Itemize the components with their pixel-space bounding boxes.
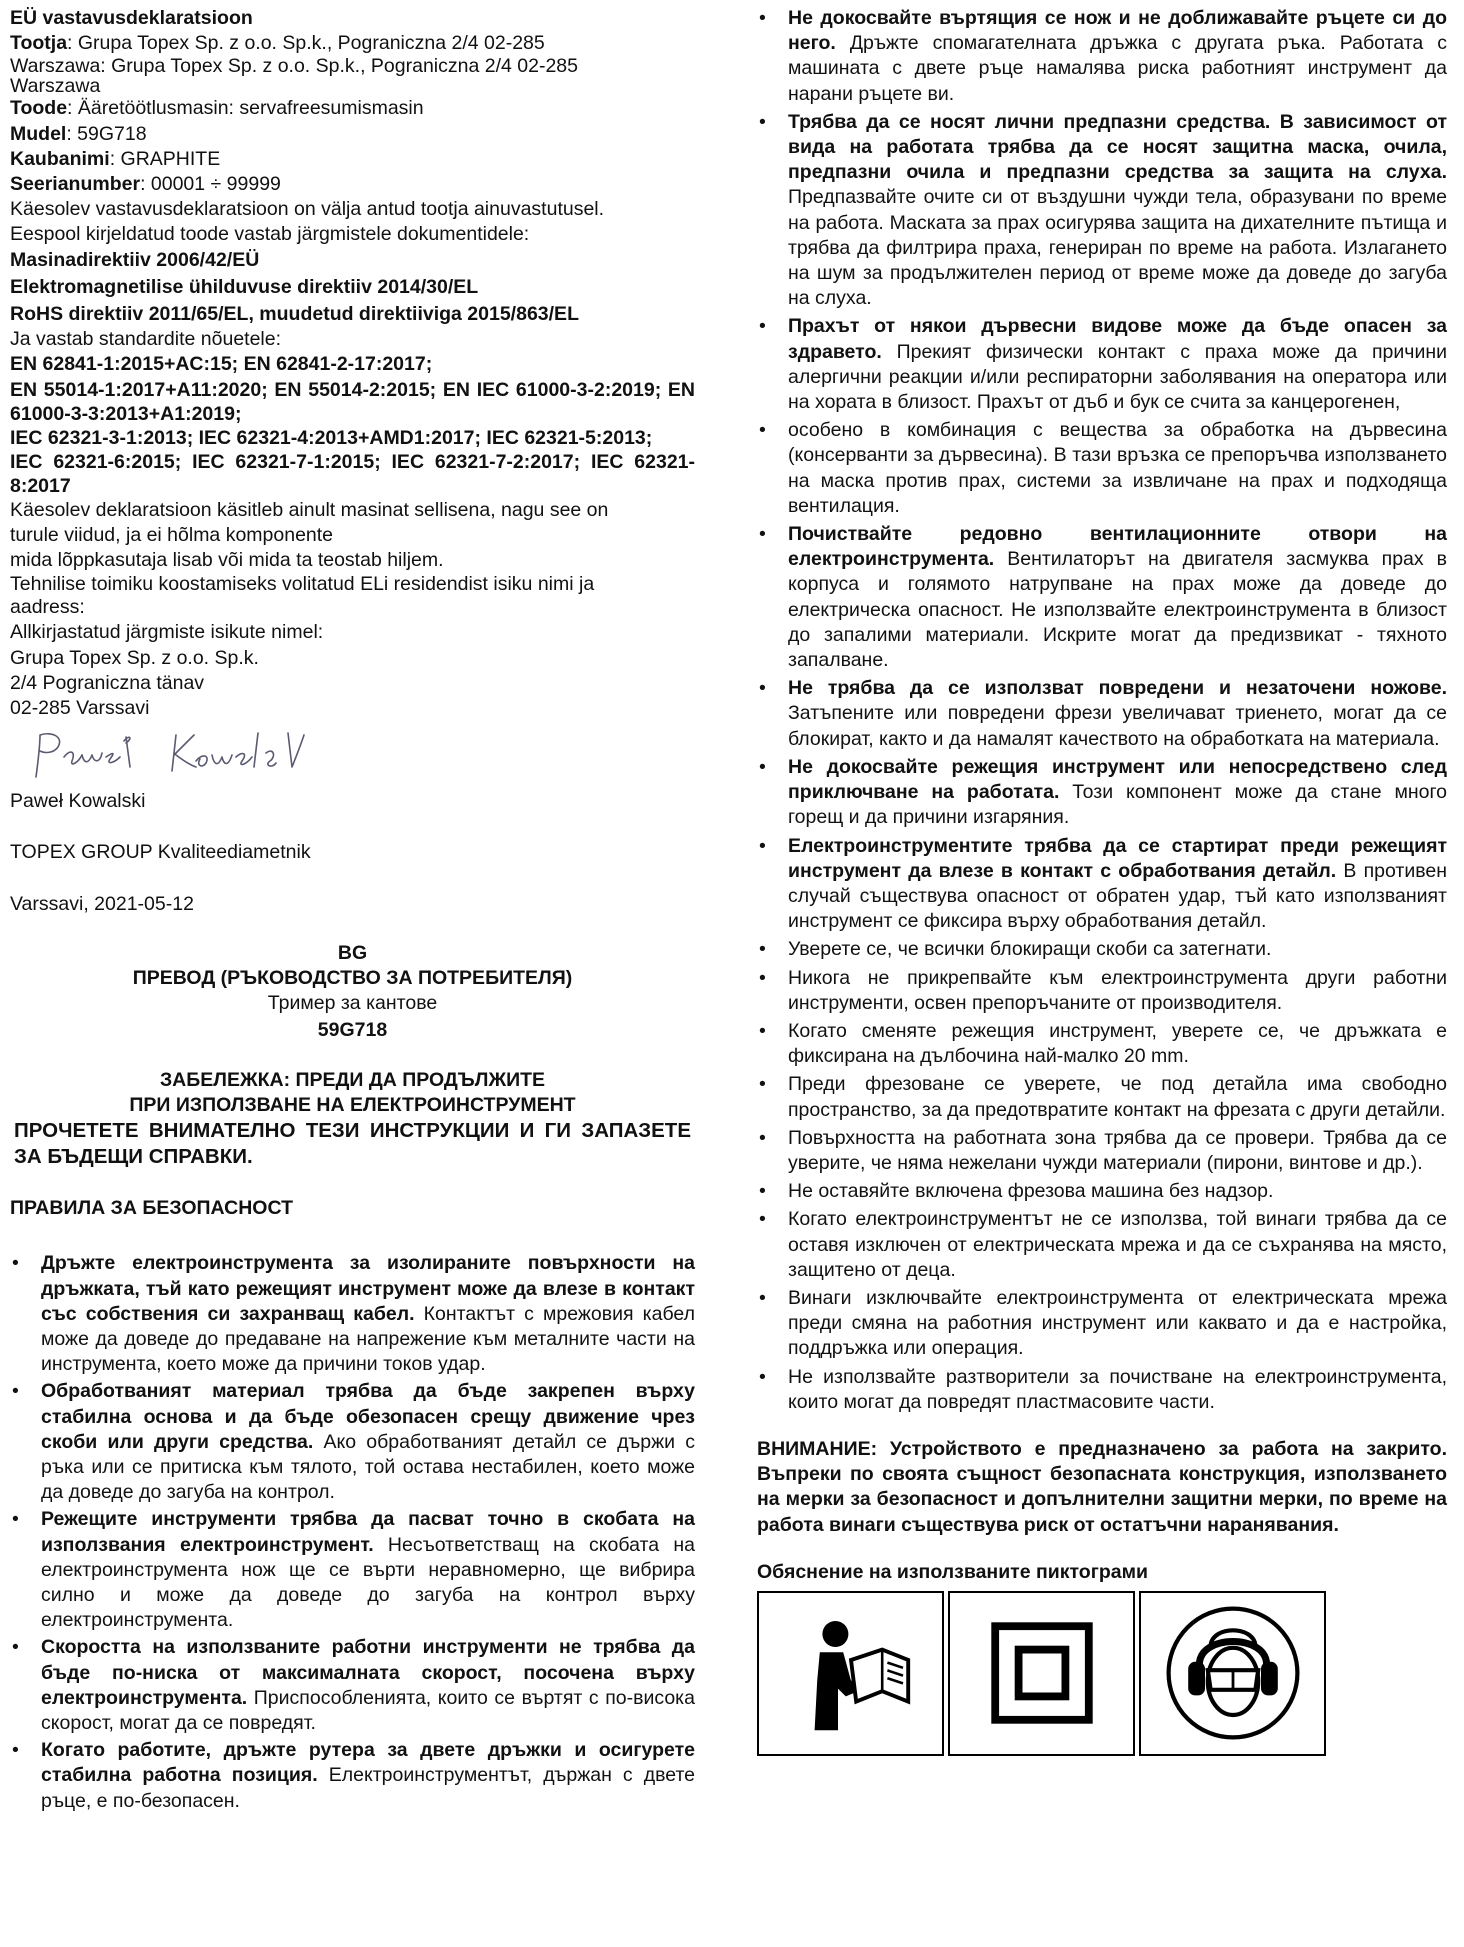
- manufacturer-line-3: Warszawa: [10, 75, 101, 98]
- scope-line-2: turule viidud, ja ei hõlma komponente: [10, 523, 334, 546]
- manufacturer-line: Tootja: Grupa Topex Sp. z o.o. Sp.k., Pograniczna 2/4 02-285: [10, 32, 545, 55]
- list-item: • Не трябва да се използват повредени и незаточени ножове. Затъпените или повредени фрези увеличават триенето, могат да се блокират, както и да намалят качеството на обработката на материала.: [757, 676, 1447, 752]
- list-item: • Скоростта на използваните работни инструменти не трябва да бъде по-ниска от максималната скорост, посочена върху електроинструмента. Приспособленията, които се въртят с по-висока скорост, могат да се повредят.: [10, 1635, 695, 1736]
- ear-eye-protection-icon: [1163, 1603, 1303, 1743]
- left-safety-list: [10, 1251, 695, 1813]
- declaration-title: EÜ vastavusdeklaratsioon: [10, 7, 253, 29]
- list-item: • Никога не прикрепвайте към електроинструмента други работни инструменти, освен препоръчаните от производителя.: [757, 966, 1447, 1016]
- list-item: • Не докосвайте режещия инструмент или непосредствено след приключване на работата. Този компонент може да стане много горещ и да причини изгаряния.: [757, 755, 1447, 831]
- note-line-3: ПРОЧЕТЕТЕ ВНИМАТЕЛНО ТЕЗИ ИНСТРУКЦИИ И ГИ ЗАПАЗЕТЕ ЗА БЪДЕЩИ СПРАВКИ.: [14, 1119, 691, 1169]
- list-item: • особено в комбинация с вещества за обработка на дървесина (консерванти за дървесина). В тази връзка се препоръчва използването на маска против прах, системи за извличане на прах и подходяща вентилация.: [757, 418, 1447, 519]
- signer-title: TOPEX GROUP Kvaliteediametnik: [10, 841, 311, 864]
- signature: [10, 721, 695, 789]
- list-item: • Не използвайте разтворители за почистване на електроинструмента, които могат да повредят пластмасовите части.: [757, 1365, 1447, 1415]
- standards-line-2: EN 55014-1:2017+A11:2020; EN 55014-2:2015; EN IEC 61000-3-2:2019; EN 61000-3-3:2013+A1:2019;: [10, 378, 695, 425]
- class-ii-insulation-icon: [977, 1608, 1107, 1738]
- pictogram-class-ii: [948, 1591, 1135, 1756]
- list-item: • Когато работите, дръжте рутера за двете дръжки и осигурете стабилна работна позиция. Електроинструментът, държан с двете ръце, е по-безопасен.: [10, 1738, 695, 1814]
- date-place: Varssavi, 2021-05-12: [10, 892, 194, 915]
- serial-line: Seerianumber: 00001 ÷ 99999: [10, 173, 281, 196]
- right-column: [757, 6, 1447, 1756]
- read-manual-icon: [786, 1608, 916, 1738]
- scope-line-1: Käesolev deklaratsioon käsitleb ainult masinat sellisena, nagu see on: [10, 498, 609, 521]
- product-model: 59G718: [317, 1019, 388, 1042]
- responsibility-text: Käesolev vastavusdeklaratsioon on välja antud tootja ainuvastutusel.: [10, 198, 605, 221]
- list-item: • Уверете се, че всички блокиращи скоби са затегнати.: [757, 937, 1447, 962]
- authorized-person-line-2: aadress:: [10, 596, 85, 619]
- city-address: 02-285 Varssavi: [10, 697, 150, 720]
- list-item: • Винаги изключвайте електроинструмента от електрическата мрежа преди смяна на работния инструмент или каквато и да е настройка, поддръжка или операция.: [757, 1286, 1447, 1362]
- handwritten-signature-icon: [26, 727, 366, 787]
- list-item: • Дръжте електроинструмента за изолираните повърхности на дръжката, тъй като режещият инструмент може да влезе в контакт със собствения си захранващ кабел. Контактът с мрежовия кабел може да доведе до предаване на напрежение към металните части на инструмента, което може да причини токов удар.: [10, 1251, 695, 1377]
- pictograms-heading: Обяснение на използваните пиктограми: [757, 1560, 1149, 1583]
- standards-line-1: EN 62841-1:2015+AC:15; EN 62841-2-17:2017;: [10, 353, 433, 376]
- signer-name: Paweł Kowalski: [10, 790, 146, 813]
- list-item: • Повърхността на работната зона трябва да се провери. Трябва да се уверите, че няма нежелани чужди материали (пирони, винтове и др.).: [757, 1126, 1447, 1176]
- rohs-directive: RoHS direktiiv 2011/65/EL, muudetud direktiiviga 2015/863/EL: [10, 303, 579, 326]
- trade-name-line: Kaubanimi: GRAPHITE: [10, 147, 221, 170]
- standards-line-3: IEC 62321-3-1:2013; IEC 62321-4:2013+AMD1:2017; IEC 62321-5:2013;: [10, 426, 653, 449]
- safety-heading: ПРАВИЛА ЗА БЕЗОПАСНОСТ: [10, 1197, 293, 1220]
- pictogram-ear-eye-protection: [1139, 1591, 1326, 1756]
- list-item: • Почиствайте редовно вентилационните отвори на електроинструмента. Вентилаторът на двигателя засмуква прах в корпуса и голямото натрупване на прах може да доведе до електрическа опасност. Не използвайте електроинструмента в близост до запалими материали. Искрите могат да предизвикат - тяхното запалване.: [757, 522, 1447, 673]
- pictogram-read-manual: [757, 1591, 944, 1756]
- standards-intro: Ja vastab standardite nõuetele:: [10, 328, 282, 351]
- signed-by-text: Allkirjastatud järgmiste isikute nimel:: [10, 621, 324, 644]
- product-line: Toode: Ääretöötlusmasin: servafreesumismasin: [10, 97, 424, 120]
- manufacturer-line-2: Warszawa: Grupa Topex Sp. z o.o. Sp.k., Pograniczna 2/4 02-285: [10, 55, 578, 78]
- company-name: Grupa Topex Sp. z o.o. Sp.k.: [10, 646, 259, 669]
- list-item: • Не докосвайте въртящия се нож и не доближавайте ръцете си до него. Дръжте спомагателната дръжка с другата ръка. Работата с машината с двете ръце намалява риска работният инструмент да нарани ръцете ви.: [757, 6, 1447, 107]
- emc-directive: Elektromagnetilise ühilduvuse direktiiv 2014/30/EL: [10, 275, 479, 298]
- list-item: • Електроинструментите трябва да се стартират преди режещият инструмент да влезе в контакт с обработвания детайл. В противен случай съществува опасност от обратен удар, тъй като използваният инструмент се фиксира върху обработвания детайл.: [757, 834, 1447, 935]
- list-item: • Не оставяйте включена фрезова машина без надзор.: [757, 1179, 1447, 1204]
- left-column: [10, 6, 695, 1816]
- product-name: Тример за кантове: [267, 992, 438, 1015]
- list-item: • Преди фрезоване се уверете, че под детайла има свободно пространство, за да предотвратите контакт на фрезата с други детайли.: [757, 1072, 1447, 1122]
- note-line-1: ЗАБЕЛЕЖКА: ПРЕДИ ДА ПРОДЪЛЖИТЕ: [159, 1068, 546, 1091]
- note-line-2: ПРИ ИЗПОЛЗВАНЕ НА ЕЛЕКТРОИНСТРУМЕНТ: [129, 1093, 576, 1116]
- pictograms-row: [757, 1591, 1447, 1756]
- street-address: 2/4 Pograniczna tänav: [10, 671, 205, 694]
- scope-line-3: mida lõppkasutaja lisab või mida ta teostab hiljem.: [10, 549, 444, 572]
- authorized-person-line-1: Tehnilise toimiku koostamiseks volitatud ELi residendist isiku nimi ja: [10, 573, 595, 596]
- warning-paragraph: ВНИМАНИЕ: Устройството е предназначено за работа на закрито. Въпреки по своята същност безопасната конструкция, използването на мерки за безопасност и допълнителни защитни мерки, по време на работа винаги съществува риск от остатъчни наранявания.: [757, 1437, 1447, 1536]
- translation-title: ПРЕВОД (РЪКОВОДСТВО ЗА ПОТРЕБИТЕЛЯ): [132, 967, 573, 990]
- machinery-directive: Masinadirektiiv 2006/42/EÜ: [10, 248, 260, 271]
- list-item: • Режещите инструменти трябва да пасват точно в скобата на използвания електроинструмент. Несъответстващ на скобата на електроинструмента нож ще се върти неравномерно, ще вибрира силно и може да доведе до загуба на контрол върху електроинструмента.: [10, 1507, 695, 1633]
- list-item: • Когато сменяте режещия инструмент, уверете се, че дръжката е фиксирана на дълбочина най-малко 20 mm.: [757, 1019, 1447, 1069]
- language-code: BG: [337, 941, 368, 964]
- list-item: • Трябва да се носят лични предпазни средства. В зависимост от вида на работата трябва да се носят защитна маска, очила, предпазни очила и предпазни средства за защита на слуха. Предпазвайте очите си от въздушни чужди тела, образувани по време на работа. Маската за прах осигурява защита на дихателните пътища и трябва да филтрира праха, генериран по време на работа. Излагането на шум за продължителен период от време може да доведе до загуба на слуха.: [757, 110, 1447, 312]
- standards-line-4: IEC 62321-6:2015; IEC 62321-7-1:2015; IEC 62321-7-2:2017; IEC 62321-8:2017: [10, 450, 695, 497]
- list-item: • Когато електроинструментът не се използва, той винаги трябва да се оставя изключен от електрическата мрежа и да се съхранява на място, защитено от деца.: [757, 1207, 1447, 1283]
- list-item: • Прахът от някои дървесни видове може да бъде опасен за здравето. Прекият физически контакт с праха може да причини алергични реакции и/или респираторни заболявания на оператора или на хората в близост. Прахът от дъб и бук се счита за канцерогенен,: [757, 314, 1447, 415]
- list-item: • Обработваният материал трябва да бъде закрепен върху стабилна основа и да бъде обезопасен срещу движение чрез скоби или други средства. Ако обработваният детайл се държи с ръка или се притиска към тялото, той остава нестабилен, което може да доведе до загуба на контрол.: [10, 1379, 695, 1505]
- model-line: Mudel: 59G718: [10, 122, 147, 145]
- conformity-text: Eespool kirjeldatud toode vastab järgmistele dokumentidele:: [10, 223, 530, 246]
- right-safety-list: [757, 6, 1447, 1415]
